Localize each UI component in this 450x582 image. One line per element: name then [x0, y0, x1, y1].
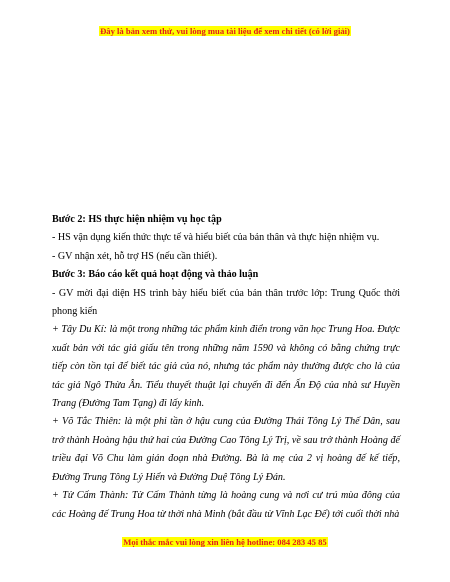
preview-banner-text: Đây là bản xem thử, vui lòng mua tài liệu để xem chi tiết (có lời giải) [100, 26, 350, 36]
step3-heading: Bước 3: Báo cáo kết quả hoạt động và thảo luận [52, 269, 259, 281]
hotline-banner-text: Mọi thắc mắc vui lòng xin liên hệ hotline: 084 283 45 85 [123, 537, 327, 547]
step3-intro: - GV mời đại diện HS trình bày hiểu biết của bản thân trước lớp: Trung Quốc thời phong kiến [52, 287, 400, 318]
hotline-banner [0, 537, 450, 547]
document-body [52, 211, 400, 524]
step2-heading: Bước 2: HS thực hiện nhiệm vụ học tập [52, 214, 222, 225]
step2-line: - HS vận dụng kiến thức thực tế và hiểu biết của bản thân và thực hiện nhiệm vụ. [52, 232, 380, 244]
step2-line: - GV nhận xét, hỗ trợ HS (nếu cần thiết). [52, 250, 218, 262]
step3-item-tu-cam-thanh: + Tử Cấm Thành: Tử Cấm Thành từng là hoàng cung và nơi cư trú mùa đông của các Hoàng đế Trung Hoa từ thời nhà Minh (bắt đầu từ Vĩnh Lạc Đế) tới cuối thời nhà [52, 490, 400, 520]
preview-banner [0, 26, 450, 36]
step3-item-tay-du-ki: + Tây Du Kí: là một trong những tác phẩm kinh điển trong văn học Trung Hoa. Được xuất bản với tác giả giấu tên trong những năm 1590 và không có bằng chứng trực tiếp còn tồn tại để biết tác giả của nó, nhưng tác phẩm này thường được cho là của tác giả Ngô Thừa Ân. Tiểu thuyết thuật lại chuyến đi đến Ấn Độ của nhà sư Huyền Trang (Đường Tam Tạng) đi lấy kinh. [52, 324, 400, 410]
step3-item-vo-tac-thien: + Võ Tắc Thiên: là một phi tần ở hậu cung của Đường Thái Tông Lý Thế Dân, sau trở thành Hoàng hậu thứ hai của Đường Cao Tông Lý Trị, về sau trở thành Hoàng đế triều đại Võ Chu làm gián đoạn nhà Đường. Bà là mẹ của 2 vị hoàng đế kế tiếp, Đường Trung Tông Lý Hiển và Đường Duệ Tông Lý Đán. [52, 416, 400, 483]
